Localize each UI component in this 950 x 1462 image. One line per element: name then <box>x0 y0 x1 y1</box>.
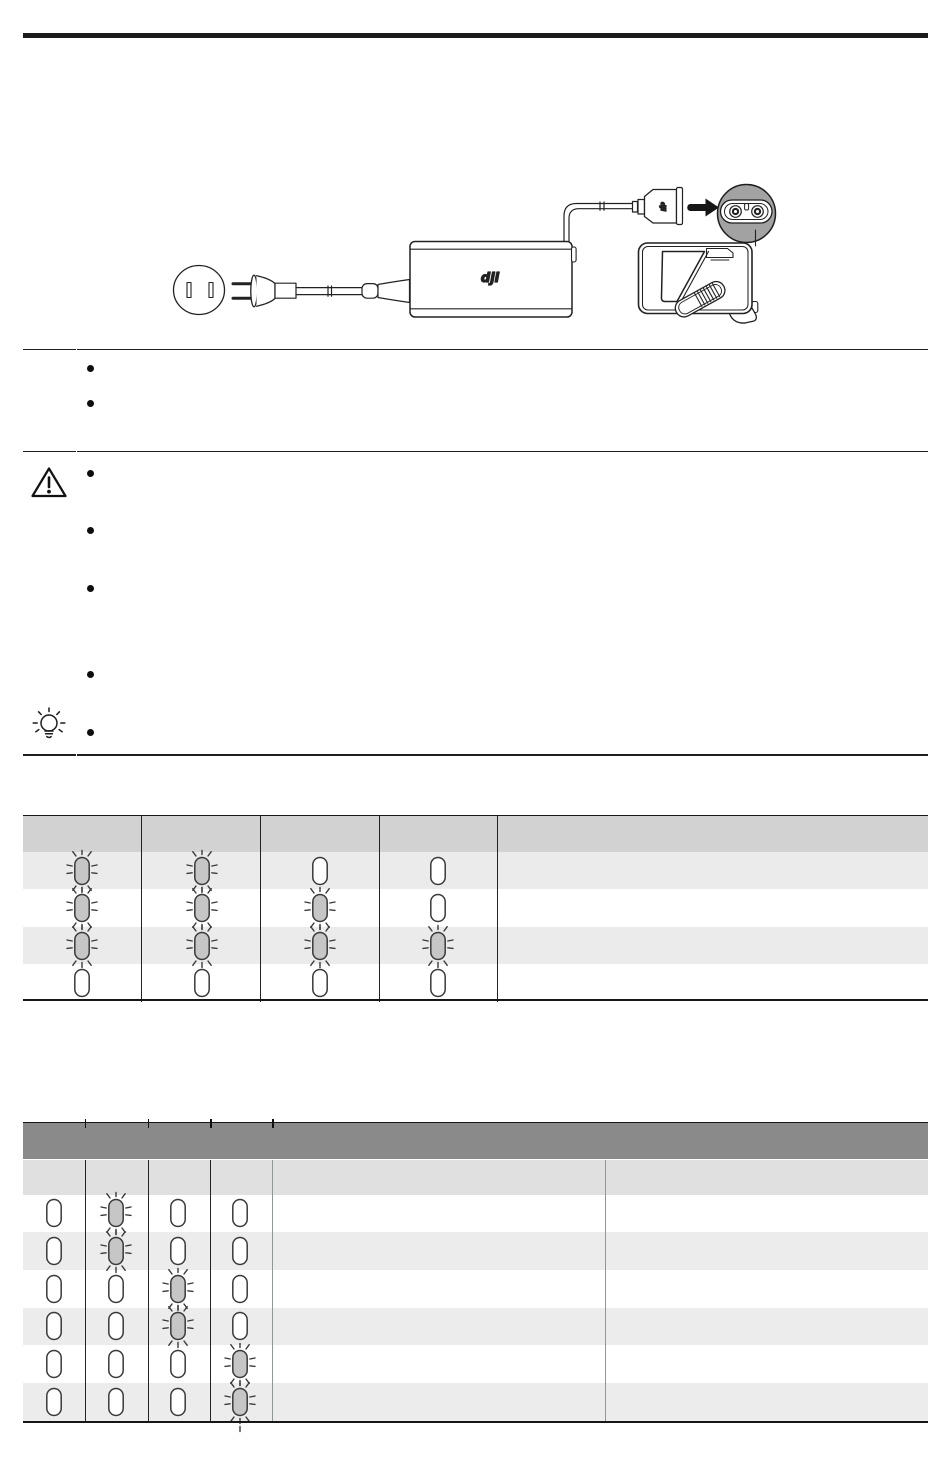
direction-arrow-icon <box>687 199 719 217</box>
table-subheader-row <box>23 1160 928 1195</box>
table-bottom-border <box>23 999 928 1001</box>
solution-cell <box>605 1270 928 1308</box>
led-off-icon <box>65 962 99 1014</box>
description-cell <box>497 852 928 889</box>
charger-body <box>410 242 576 318</box>
description-cell <box>497 927 928 964</box>
table-bottom-border <box>23 1421 928 1423</box>
column-divider <box>497 815 498 1002</box>
table-top-border <box>23 1122 928 1123</box>
description-cell <box>272 1308 605 1346</box>
solution-cell <box>605 1383 928 1421</box>
description-cell <box>497 964 928 1001</box>
column-divider <box>148 1160 149 1421</box>
header-column-tick <box>85 1119 87 1128</box>
table-row <box>23 1232 928 1270</box>
column-divider <box>85 1160 86 1421</box>
solution-cell <box>605 1195 928 1233</box>
connector-logo: dji <box>659 201 667 212</box>
header-column-tick <box>210 1119 212 1128</box>
tip-bullet <box>87 365 94 372</box>
header-row <box>23 815 928 852</box>
column-divider <box>379 815 380 1002</box>
column-divider <box>141 815 142 1002</box>
warning-bullet <box>87 527 94 534</box>
description-cell <box>497 889 928 926</box>
description-cell <box>272 1270 605 1308</box>
solution-cell <box>605 1308 928 1346</box>
warning-bullet <box>87 671 94 678</box>
table-row <box>23 927 928 964</box>
table-row <box>23 889 928 926</box>
led-off-icon <box>37 1381 71 1433</box>
power-outlet-face <box>174 266 225 315</box>
led-off-icon <box>421 962 455 1014</box>
charger-connection-diagram <box>140 155 810 340</box>
description-cell <box>272 1383 605 1421</box>
charging-cable <box>564 202 633 242</box>
table-row <box>23 1383 928 1421</box>
led-off-icon <box>99 1381 133 1433</box>
intelligent-flight-battery <box>639 243 758 323</box>
charger-logo: dji <box>480 271 500 286</box>
table-row <box>23 1308 928 1346</box>
warning-bullet <box>87 729 94 736</box>
warning-section <box>0 451 950 754</box>
led-off-icon <box>185 962 219 1014</box>
warning-section-bottom-rule-left <box>23 754 76 755</box>
table-row <box>23 1345 928 1383</box>
header-column-tick <box>272 1119 274 1128</box>
page-top-rule <box>23 33 928 38</box>
column-divider <box>260 815 261 1002</box>
led-blinking-icon <box>223 1381 257 1433</box>
charging-status-table <box>23 815 928 1002</box>
solution-cell <box>605 1345 928 1383</box>
solution-cell <box>605 1232 928 1270</box>
table-row <box>23 1270 928 1308</box>
description-cell <box>272 1195 605 1233</box>
column-divider <box>210 1160 211 1421</box>
tip-bullet <box>87 400 94 407</box>
warning-bullet <box>87 470 94 477</box>
power-cable <box>296 280 410 303</box>
table-top-border <box>23 815 928 816</box>
led-off-icon <box>303 962 337 1014</box>
warning-triangle-icon <box>31 466 67 499</box>
tip-section <box>0 349 950 451</box>
battery-error-table <box>23 1122 928 1423</box>
description-cell <box>272 1232 605 1270</box>
table-row <box>23 1195 928 1233</box>
table-row <box>23 852 928 889</box>
table-header-band <box>23 1123 928 1159</box>
power-plug <box>233 275 296 307</box>
magnified-charging-port <box>718 185 776 247</box>
warning-bullet <box>87 585 94 592</box>
battery-connector <box>633 188 683 225</box>
column-divider-light <box>605 1160 606 1421</box>
led-off-icon <box>161 1381 195 1433</box>
table-row <box>23 964 928 1001</box>
header-column-tick <box>148 1119 150 1128</box>
warning-section-bottom-rule <box>77 754 928 755</box>
description-cell <box>272 1345 605 1383</box>
column-divider-light <box>272 1160 273 1421</box>
